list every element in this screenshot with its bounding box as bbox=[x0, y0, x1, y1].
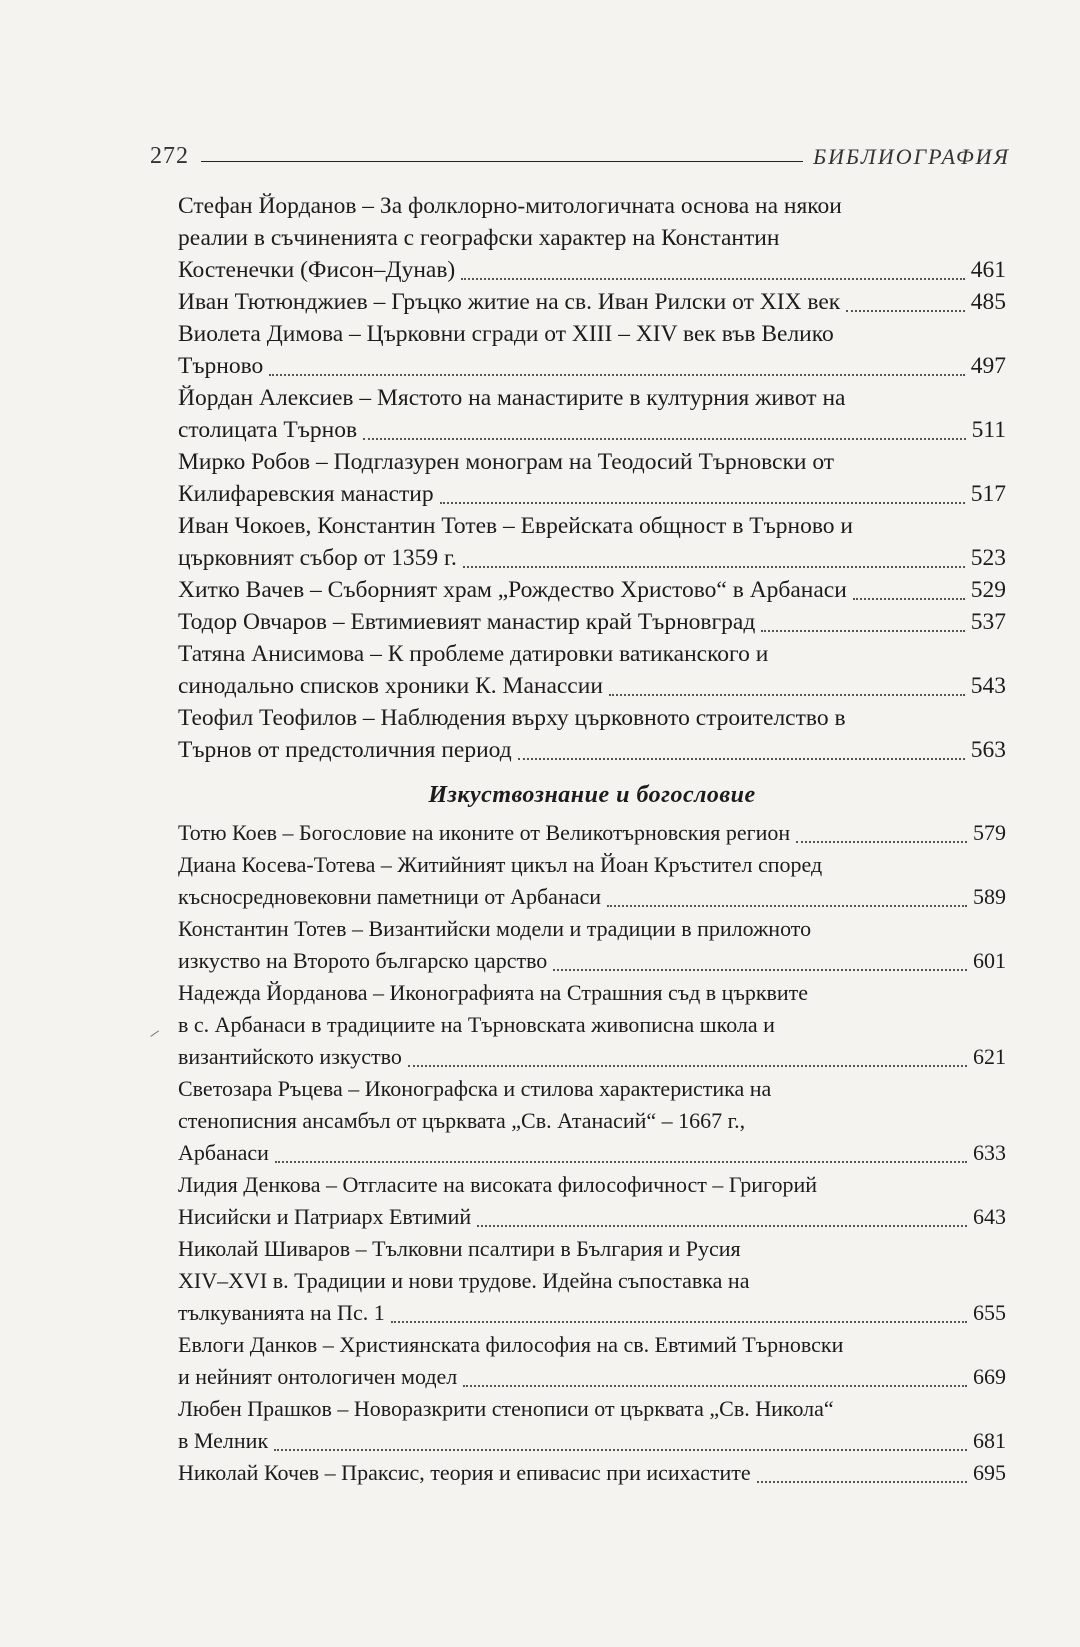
entry-text-line: Иван Чокоев, Константин Тотев – Еврейската общност в Търново и bbox=[178, 513, 854, 539]
entry-last-line bbox=[178, 881, 1006, 913]
entry-page-number: 601 bbox=[973, 948, 1006, 973]
entry-text-line: в Мелник bbox=[178, 1428, 269, 1453]
entry-last-line bbox=[178, 478, 1006, 510]
entry-last-line bbox=[178, 1297, 1006, 1329]
toc-group-2 bbox=[178, 817, 1006, 1489]
table-of-contents bbox=[178, 190, 1006, 1489]
entry-page-number: 485 bbox=[970, 289, 1006, 315]
page-header bbox=[150, 130, 1010, 170]
entry-text-line: Виолета Димова – Църковни сгради от XIII – XIV век във Велико bbox=[178, 321, 834, 347]
entry-text-line: реалии в съчиненията с географски характер на Константин bbox=[178, 225, 780, 251]
toc-entry bbox=[178, 382, 1006, 446]
entry-text-line: Арбанаси bbox=[178, 1140, 269, 1165]
entry-text-line: столицата Търнов bbox=[178, 417, 358, 443]
entry-text-line: Нисийски и Патриарх Евтимий bbox=[178, 1204, 472, 1229]
dot-leader bbox=[275, 1151, 967, 1163]
entry-text-line: Любен Прашков – Новоразкрити стенописи от църквата „Св. Никола“ bbox=[178, 1396, 834, 1421]
entry-text-line: Надежда Йорданова – Иконографията на Страшния съд в църквите bbox=[178, 980, 809, 1005]
entry-page-number: 633 bbox=[973, 1140, 1006, 1165]
entry-last-line bbox=[178, 1041, 1006, 1073]
dot-leader bbox=[607, 895, 967, 907]
dot-leader bbox=[461, 268, 964, 280]
toc-group-1 bbox=[178, 190, 1006, 766]
entry-text-line: синодально списков хроники К. Манассии bbox=[178, 673, 603, 699]
entry-text-line: тълкуванията на Пс. 1 bbox=[178, 1300, 385, 1325]
entry-page-number: 461 bbox=[970, 257, 1006, 283]
entry-page-number: 517 bbox=[970, 481, 1006, 507]
entry-text-line: Иван Тютюнджиев – Гръцко житие на св. Иван Рилски от XIX век bbox=[178, 289, 841, 315]
toc-entry bbox=[178, 702, 1006, 766]
entry-text-line: и нейният онтологичен модел bbox=[178, 1364, 458, 1389]
entry-page-number: 529 bbox=[970, 577, 1006, 603]
entry-last-line bbox=[178, 574, 1006, 606]
entry-text-line: Търново bbox=[178, 353, 264, 379]
entry-page-number: 511 bbox=[971, 417, 1006, 443]
entry-last-line bbox=[178, 734, 1006, 766]
dot-leader bbox=[440, 492, 965, 504]
entry-last-line bbox=[178, 286, 1006, 318]
entry-page-number: 537 bbox=[970, 609, 1006, 635]
entry-last-line bbox=[178, 542, 1006, 574]
entry-text-line: Константин Тотев – Византийски модели и традиции в приложното bbox=[178, 916, 812, 941]
entry-text-line: Лидия Денкова – Отгласите на високата философичност – Григорий bbox=[178, 1172, 817, 1197]
toc-entry bbox=[178, 977, 1006, 1073]
dot-leader bbox=[408, 1055, 967, 1067]
entry-last-line bbox=[178, 1425, 1006, 1457]
entry-text-line: Стефан Йорданов – За фолклорно-митологичната основа на някои bbox=[178, 193, 842, 219]
dot-leader bbox=[269, 364, 964, 376]
dot-leader bbox=[609, 684, 965, 696]
entry-text-line: Татяна Анисимова – К проблеме датировки ватиканского и bbox=[178, 641, 769, 667]
dot-leader bbox=[846, 300, 965, 312]
toc-entry bbox=[178, 913, 1006, 977]
dot-leader bbox=[477, 1215, 967, 1227]
entry-text-line: Костенечки (Фисон–Дунав) bbox=[178, 257, 456, 283]
entry-page-number: 681 bbox=[973, 1428, 1006, 1453]
dot-leader bbox=[796, 831, 967, 843]
running-title: БИБЛИОГРАФИЯ bbox=[813, 144, 1010, 169]
entry-text-line: стенописния ансамбъл от църквата „Св. Атанасий“ – 1667 г., bbox=[178, 1108, 746, 1133]
entry-text-line: изкуство на Второто българско царство bbox=[178, 948, 548, 973]
dot-leader bbox=[463, 556, 965, 568]
entry-last-line bbox=[178, 414, 1006, 446]
toc-entry bbox=[178, 1233, 1006, 1329]
entry-text-line: Николай Кочев – Праксис, теория и епивасис при исихастите bbox=[178, 1460, 751, 1485]
dot-leader bbox=[274, 1439, 967, 1451]
entry-last-line bbox=[178, 254, 1006, 286]
dot-leader bbox=[553, 959, 967, 971]
entry-last-line bbox=[178, 817, 1006, 849]
entry-page-number: 655 bbox=[973, 1300, 1006, 1325]
toc-entry bbox=[178, 510, 1006, 574]
toc-entry bbox=[178, 849, 1006, 913]
entry-page-number: 643 bbox=[973, 1204, 1006, 1229]
entry-last-line bbox=[178, 1361, 1006, 1393]
entry-text-line: Светозара Ръцева – Иконографска и стилова характеристика на bbox=[178, 1076, 772, 1101]
entry-page-number: 589 bbox=[973, 884, 1006, 909]
entry-text-line: Теофил Теофилов – Наблюдения върху църковното строителство в bbox=[178, 705, 846, 731]
section-heading: Изкуствознание и богословие bbox=[428, 782, 756, 808]
entry-text-line: Търнов от предстоличния период bbox=[178, 737, 512, 763]
entry-text-line: Евлоги Данков – Християнската философия на св. Евтимий Търновски bbox=[178, 1332, 844, 1357]
entry-text-line: Николай Шиваров – Тълковни псалтири в България и Русия bbox=[178, 1236, 741, 1261]
entry-page-number: 579 bbox=[973, 820, 1006, 845]
entry-text-line: византийското изкуство bbox=[178, 1044, 402, 1069]
entry-last-line bbox=[178, 350, 1006, 382]
toc-entry bbox=[178, 1169, 1006, 1233]
toc-entry bbox=[178, 638, 1006, 702]
toc-entry bbox=[178, 446, 1006, 510]
stray-pen-mark bbox=[150, 1030, 159, 1037]
toc-entry bbox=[178, 1393, 1006, 1457]
entry-text-line: къснoсредновековни паметници от Арбанаси bbox=[178, 884, 602, 909]
toc-entry bbox=[178, 190, 1006, 286]
entry-text-line: Диана Косева-Тотева – Житийният цикъл на Йоан Кръстител според bbox=[178, 852, 823, 877]
entry-page-number: 497 bbox=[970, 353, 1006, 379]
toc-entry bbox=[178, 574, 1006, 606]
dot-leader bbox=[757, 1471, 967, 1483]
entry-text-line: Мирко Робов – Подглазурен монограм на Теодосий Търновски от bbox=[178, 449, 835, 475]
entry-page-number: 695 bbox=[973, 1460, 1006, 1485]
entry-text-line: XIV–XVI в. Традиции и нови трудове. Идейна съпоставка на bbox=[178, 1268, 750, 1293]
toc-entry bbox=[178, 286, 1006, 318]
entry-last-line bbox=[178, 670, 1006, 702]
entry-last-line bbox=[178, 606, 1006, 638]
toc-entry bbox=[178, 817, 1006, 849]
dot-leader bbox=[363, 428, 966, 440]
entry-text-line: в с. Арбанаси в традициите на Търновската живописна школа и bbox=[178, 1012, 775, 1037]
entry-page-number: 621 bbox=[973, 1044, 1006, 1069]
dot-leader bbox=[518, 748, 965, 760]
dot-leader bbox=[761, 620, 964, 632]
entry-last-line bbox=[178, 1137, 1006, 1169]
dot-leader bbox=[853, 588, 965, 600]
entry-page-number: 543 bbox=[970, 673, 1006, 699]
entry-last-line bbox=[178, 945, 1006, 977]
entry-page-number: 563 bbox=[970, 737, 1006, 763]
toc-entry bbox=[178, 1457, 1006, 1489]
entry-text-line: Тотю Коев – Богословие на иконите от Великотърновския регион bbox=[178, 820, 791, 845]
toc-entry bbox=[178, 318, 1006, 382]
entry-text-line: църковният събор от 1359 г. bbox=[178, 545, 457, 571]
toc-entry bbox=[178, 1329, 1006, 1393]
entry-page-number: 523 bbox=[970, 545, 1006, 571]
entry-page-number: 669 bbox=[973, 1364, 1006, 1389]
entry-text-line: Тодор Овчаров – Евтимиевият манастир край Търновград bbox=[178, 609, 756, 635]
entry-text-line: Хитко Вачев – Съборният храм „Рождество Христово“ в Арбанаси bbox=[178, 577, 847, 603]
toc-entry bbox=[178, 1073, 1006, 1169]
toc-entry bbox=[178, 606, 1006, 638]
dot-leader bbox=[391, 1311, 967, 1323]
entry-text-line: Йордан Алексиев – Мястото на манастирите в културния живот на bbox=[178, 385, 846, 411]
dot-leader bbox=[463, 1375, 967, 1387]
entry-last-line bbox=[178, 1457, 1006, 1489]
entry-text-line: Килифаревския манастир bbox=[178, 481, 434, 507]
header-rule bbox=[201, 161, 803, 162]
entry-last-line bbox=[178, 1201, 1006, 1233]
page-number: 272 bbox=[150, 143, 189, 169]
